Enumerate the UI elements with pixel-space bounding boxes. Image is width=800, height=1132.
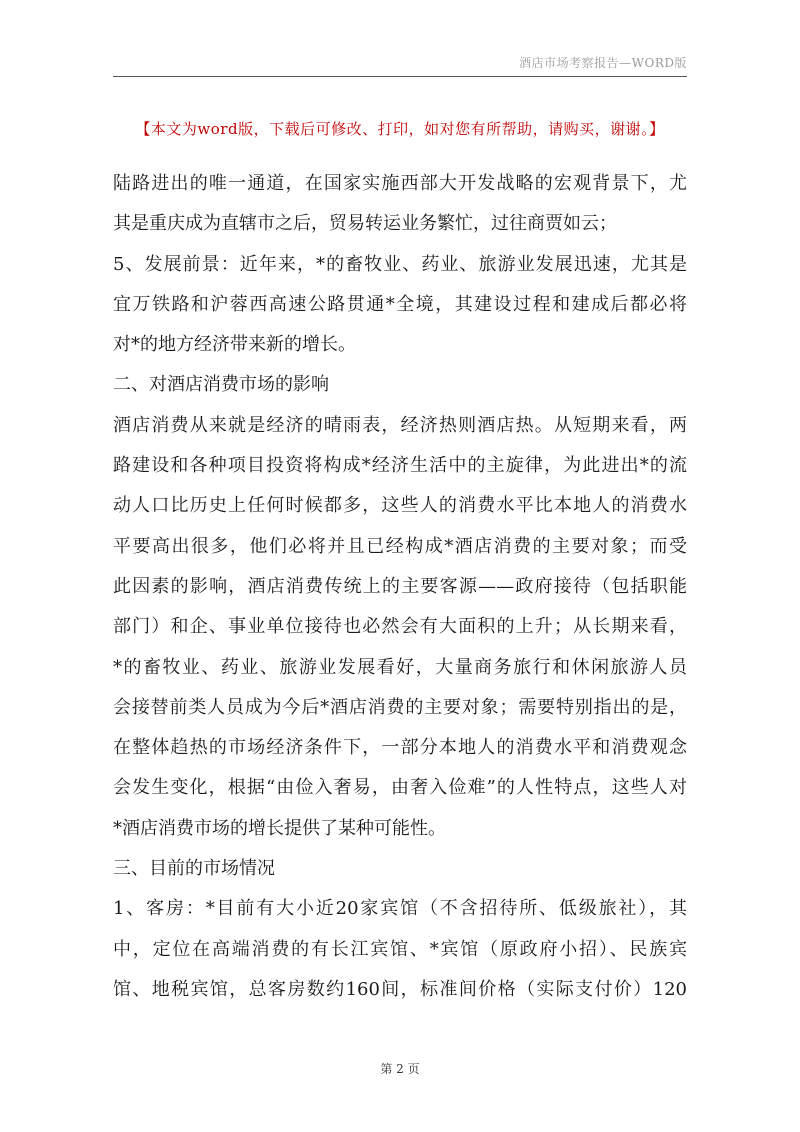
text-line: 在整体趋热的市场经济条件下，一部分本地人的消费水平和消费观念: [113, 737, 687, 759]
running-header: 酒店市场考察报告—WORD版: [519, 56, 687, 70]
header-divider: [113, 76, 687, 77]
section-heading: 三、目前的市场情况: [113, 858, 275, 880]
section-heading: 二、对酒店消费市场的影响: [113, 374, 329, 396]
text-line: 馆、地税宾馆，总客房数约160间，标准间价格（实际支付价）120: [113, 978, 687, 1000]
text-line: 动人口比历史上任何时候都多，这些人的消费水平比本地人的消费水: [113, 495, 687, 517]
text-line: 5、发展前景：近年来，*的畜牧业、药业、旅游业发展迅速，尤其是: [113, 253, 687, 275]
text-line: 宜万铁路和沪蓉西高速公路贯通*全境，其建设过程和建成后都必将: [113, 293, 687, 315]
text-line: 酒店消费从来就是经济的晴雨表，经济热则酒店热。从短期来看，两: [113, 414, 687, 436]
text-line: *的畜牧业、药业、旅游业发展看好，大量商务旅行和休闲旅游人员: [113, 656, 687, 678]
text-line: 对*的地方经济带来新的增长。: [113, 334, 356, 356]
text-line: 平要高出很多，他们必将并且已经构成*酒店消费的主要对象；而受: [113, 535, 687, 557]
text-line: 1、客房：*目前有大小近20家宾馆（不含招待所、低级旅社），其: [113, 898, 687, 920]
text-line: 路建设和各种项目投资将构成*经济生活中的主旋律，为此进出*的流: [113, 455, 687, 477]
text-line: 会接替前类人员成为今后*酒店消费的主要对象；需要特别指出的是，: [113, 696, 687, 718]
text-line: 部门）和企、事业单位接待也必然会有大面积的上升；从长期来看，: [113, 616, 687, 638]
text-line: 中，定位在高端消费的有长江宾馆、*宾馆（原政府小招）、民族宾: [113, 938, 687, 960]
text-line: 会发生变化，根据“由俭入奢易，由奢入俭难”的人性特点，这些人对: [113, 777, 687, 799]
page-number: 第 2 页: [380, 1062, 420, 1076]
body-text: [113, 164, 687, 1010]
text-line: 其是重庆成为直辖市之后，贸易转运业务繁忙，过往商贾如云；: [113, 213, 617, 235]
download-notice: 【本文为word版，下载后可修改、打印，如对您有所帮助，请购买，谢谢。】: [135, 120, 665, 138]
text-line: *酒店消费市场的增长提供了某种可能性。: [113, 817, 446, 839]
text-line: 陆路进出的唯一通道，在国家实施西部大开发战略的宏观背景下，尤: [113, 173, 687, 194]
text-line: 此因素的影响，酒店消费传统上的主要客源——政府接待（包括职能: [113, 575, 687, 597]
